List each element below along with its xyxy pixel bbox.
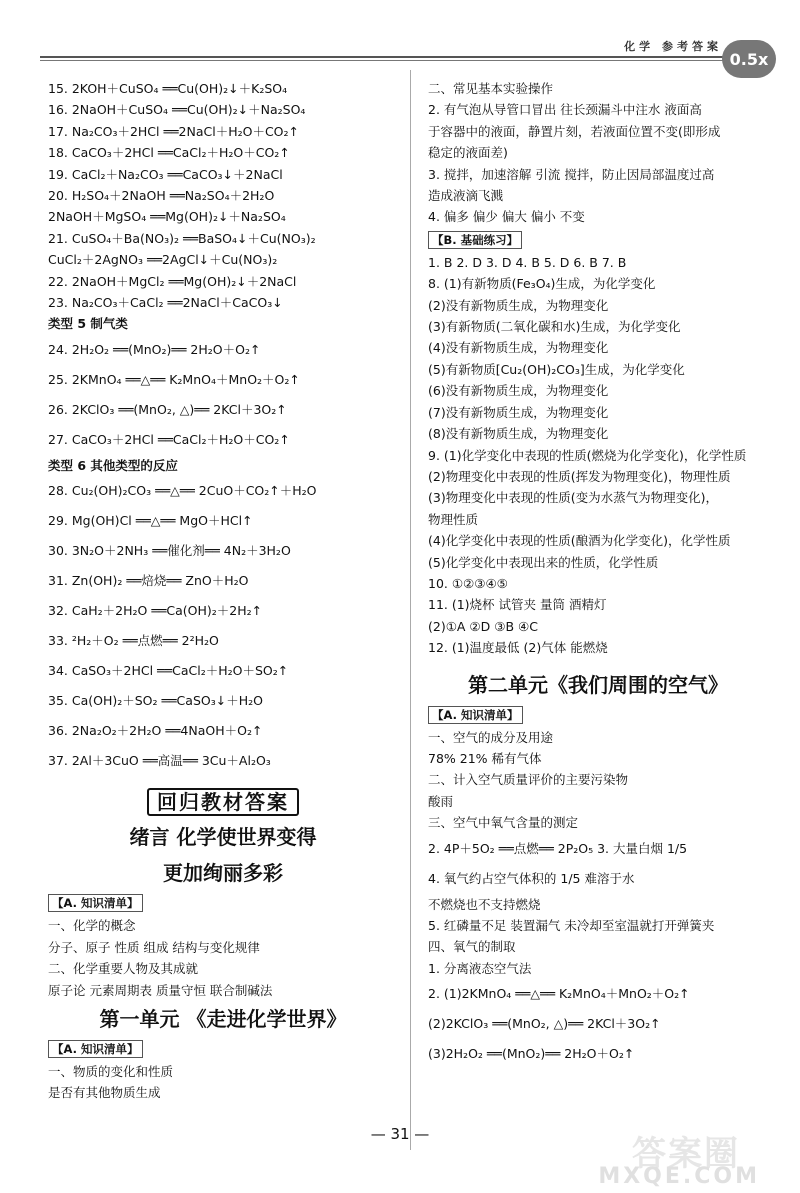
answer-line: 16. 2NaOH＋CuSO₄ ══Cu(OH)₂↓＋Na₂SO₄ — [48, 102, 306, 118]
right-column — [428, 78, 768, 1069]
answer-line: 酸雨 — [428, 793, 454, 809]
answer-line: 24. 2H₂O₂ ══(MnO₂)══ 2H₂O＋O₂↑ — [48, 341, 261, 357]
banner-heading — [48, 786, 398, 815]
unit2-title: 第二单元《我们周围的空气》 — [468, 672, 728, 697]
answer-line: 28. Cu₂(OH)₂CO₃ ══△══ 2CuO＋CO₂↑＋H₂O — [48, 483, 317, 499]
answer-line: 9. (1)化学变化中表现的性质(燃烧为化学变化)，化学性质 — [428, 447, 747, 463]
answer-line: 34. CaSO₃＋2HCl ══CaCl₂＋H₂O＋SO₂↑ — [48, 663, 289, 679]
answer-line: 35. Ca(OH)₂＋SO₂ ══CaSO₃↓＋H₂O — [48, 693, 263, 709]
answer-line: 一、物质的变化和性质 — [48, 1063, 174, 1079]
answer-line: 造成液滴飞溅 — [428, 188, 504, 204]
answer-line: 21. CuSO₄＋Ba(NO₃)₂ ══BaSO₄↓＋Cu(NO₃)₂ — [48, 230, 316, 246]
answer-line: (4)化学变化中表现的性质(酿酒为化学变化)，化学性质 — [428, 533, 731, 549]
answer-line: (2)2KClO₃ ══(MnO₂, △)══ 2KCl＋3O₂↑ — [428, 1016, 661, 1032]
answer-line: 三、空气中氧气含量的测定 — [428, 815, 579, 831]
answer-line: (6)没有新物质生成，为物理变化 — [428, 383, 609, 399]
answer-line: 分子、原子 性质 组成 结构与变化规律 — [48, 939, 260, 955]
answer-line: 15. 2KOH＋CuSO₄ ══Cu(OH)₂↓＋K₂SO₄ — [48, 81, 288, 96]
answer-line: 稳定的液面差) — [428, 145, 508, 161]
answer-line: 18. CaCO₃＋2HCl ══CaCl₂＋H₂O＋CO₂↑ — [48, 145, 290, 161]
answer-line: 36. 2Na₂O₂＋2H₂O ══4NaOH＋O₂↑ — [48, 723, 263, 739]
answer-line: 26. 2KClO₃ ══(MnO₂, △)══ 2KCl＋3O₂↑ — [48, 401, 287, 417]
answer-line: 32. CaH₂＋2H₂O ══Ca(OH)₂＋2H₂↑ — [48, 603, 263, 619]
page-header — [40, 30, 770, 58]
answer-line: CuCl₂＋2AgNO₃ ══2AgCl↓＋Cu(NO₃)₂ — [48, 252, 278, 268]
answer-line: 一、化学的概念 — [48, 918, 136, 934]
knowledge-label: 【A. 知识清单】 — [428, 706, 523, 724]
answer-line: 31. Zn(OH)₂ ══焙烧══ ZnO＋H₂O — [48, 573, 249, 589]
knowledge-label: 【A. 知识清单】 — [48, 894, 143, 912]
answer-line: (8)没有新物质生成，为物理变化 — [428, 426, 609, 442]
answer-line: (2)物理变化中表现的性质(挥发为物理变化)，物理性质 — [428, 468, 731, 484]
left-column — [48, 78, 398, 1104]
playback-speed-badge[interactable]: 0.5x — [722, 40, 776, 78]
column-divider — [410, 70, 411, 1150]
banner-text: 回归教材答案 — [147, 788, 299, 816]
answer-line: 37. 2Al＋3CuO ══高温══ 3Cu＋Al₂O₃ — [48, 753, 271, 769]
answer-line: 4. 偏多 偏少 偏大 偏小 不变 — [428, 209, 585, 225]
subject-label: 化学 参考答案 — [624, 40, 722, 53]
answer-line: (4)没有新物质生成，为物理变化 — [428, 340, 609, 356]
answer-line: 2. 有气泡从导管口冒出 往长颈漏斗中注水 液面高 — [428, 102, 702, 118]
unit1-title: 第一单元 《走进化学世界》 — [99, 1006, 347, 1031]
answer-line: 78% 21% 稀有气体 — [428, 750, 542, 766]
answer-line: 25. 2KMnO₄ ══△══ K₂MnO₄＋MnO₂＋O₂↑ — [48, 371, 300, 387]
answer-line: 物理性质 — [428, 511, 479, 527]
page-number: — 31 — — [370, 1125, 430, 1143]
answer-line: 27. CaCO₃＋2HCl ══CaCl₂＋H₂O＋CO₂↑ — [48, 431, 290, 447]
answer-line: 17. Na₂CO₃＋2HCl ══2NaCl＋H₂O＋CO₂↑ — [48, 123, 299, 139]
intro-title-cont: 更加绚丽多彩 — [163, 861, 283, 886]
answer-line: 29. Mg(OH)Cl ══△══ MgO＋HCl↑ — [48, 513, 253, 529]
answer-line: 5. 红磷量不足 装置漏气 未冷却至室温就打开弹簧夹 — [428, 918, 715, 933]
section-heading: 类型 6 其他类型的反应 — [48, 457, 178, 473]
answer-line: (3)有新物质(二氧化碳和水)生成，为化学变化 — [428, 319, 681, 335]
watermark-url: MXQE.COM — [598, 1164, 760, 1189]
answer-line: 10. ①②③④⑤ — [428, 575, 508, 591]
answer-line: 不燃烧也不支持燃烧 — [428, 896, 541, 912]
answer-line: 30. 3N₂O＋2NH₃ ══催化剂══ 4N₂＋3H₂O — [48, 543, 291, 559]
answer-line: 22. 2NaOH＋MgCl₂ ══Mg(OH)₂↓＋2NaCl — [48, 273, 297, 289]
answer-line: 11. (1)烧杯 试管夹 量筒 酒精灯 — [428, 597, 607, 613]
answer-line: (7)没有新物质生成，为物理变化 — [428, 404, 609, 420]
answer-line: 二、计入空气质量评价的主要污染物 — [428, 772, 629, 788]
answer-line: 2. (1)2KMnO₄ ══△══ K₂MnO₄＋MnO₂＋O₂↑ — [428, 986, 690, 1002]
answer-line: 4. 氧气约占空气体积的 1/5 难溶于水 — [428, 870, 635, 886]
answer-line: 20. H₂SO₄＋2NaOH ══Na₂SO₄＋2H₂O — [48, 188, 275, 204]
answer-line: 8. (1)有新物质(Fe₃O₄)生成，为化学变化 — [428, 276, 656, 292]
answer-line: 23. Na₂CO₃＋CaCl₂ ══2NaCl＋CaCO₃↓ — [48, 295, 283, 311]
answer-line: 二、常见基本实验操作 — [428, 81, 554, 96]
answer-line: (3)物理变化中表现的性质(变为水蒸气为物理变化)， — [428, 490, 718, 506]
answer-line: 19. CaCl₂＋Na₂CO₃ ══CaCO₃↓＋2NaCl — [48, 166, 283, 182]
answer-line: 原子论 元素周期表 质量守恒 联合制碱法 — [48, 982, 273, 998]
intro-title: 绪言 化学使世界变得 — [129, 825, 317, 850]
header-rule-thin — [40, 60, 770, 61]
answer-line: (5)化学变化中表现出来的性质，化学性质 — [428, 554, 659, 570]
knowledge-label: 【A. 知识清单】 — [48, 1040, 143, 1058]
answer-line: 四、氧气的制取 — [428, 939, 516, 955]
answer-line: 是否有其他物质生成 — [48, 1085, 161, 1101]
answer-line: 1. B 2. D 3. D 4. B 5. D 6. B 7. B — [428, 254, 627, 270]
answer-line: (2)①A ②D ③B ④C — [428, 618, 538, 634]
answer-line: (2)没有新物质生成，为物理变化 — [428, 297, 609, 313]
answer-line: 3. 搅拌，加速溶解 引流 搅拌，防止因局部温度过高 — [428, 166, 715, 182]
answer-line: (5)有新物质[Cu₂(OH)₂CO₃]生成，为化学变化 — [428, 361, 685, 377]
answer-line: 一、空气的成分及用途 — [428, 729, 554, 745]
practice-label: 【B. 基础练习】 — [428, 231, 522, 249]
answer-line: 12. (1)温度最低 (2)气体 能燃烧 — [428, 640, 608, 656]
answer-line: 2NaOH＋MgSO₄ ══Mg(OH)₂↓＋Na₂SO₄ — [48, 209, 286, 225]
watermark-logo: 答案圈 — [632, 1134, 740, 1174]
answer-line: 33. ²H₂＋O₂ ══点燃══ 2²H₂O — [48, 633, 219, 649]
section-heading: 类型 5 制气类 — [48, 316, 128, 332]
answer-line: 1. 分离液态空气法 — [428, 960, 532, 976]
answer-line: (3)2H₂O₂ ══(MnO₂)══ 2H₂O＋O₂↑ — [428, 1046, 635, 1062]
answer-line: 二、化学重要人物及其成就 — [48, 961, 199, 977]
header-rule — [40, 56, 770, 58]
answer-line: 2. 4P＋5O₂ ══点燃══ 2P₂O₅ 3. 大量白烟 1/5 — [428, 840, 688, 856]
answer-line: 于容器中的液面，静置片刻，若液面位置不变(即形成 — [428, 123, 721, 139]
